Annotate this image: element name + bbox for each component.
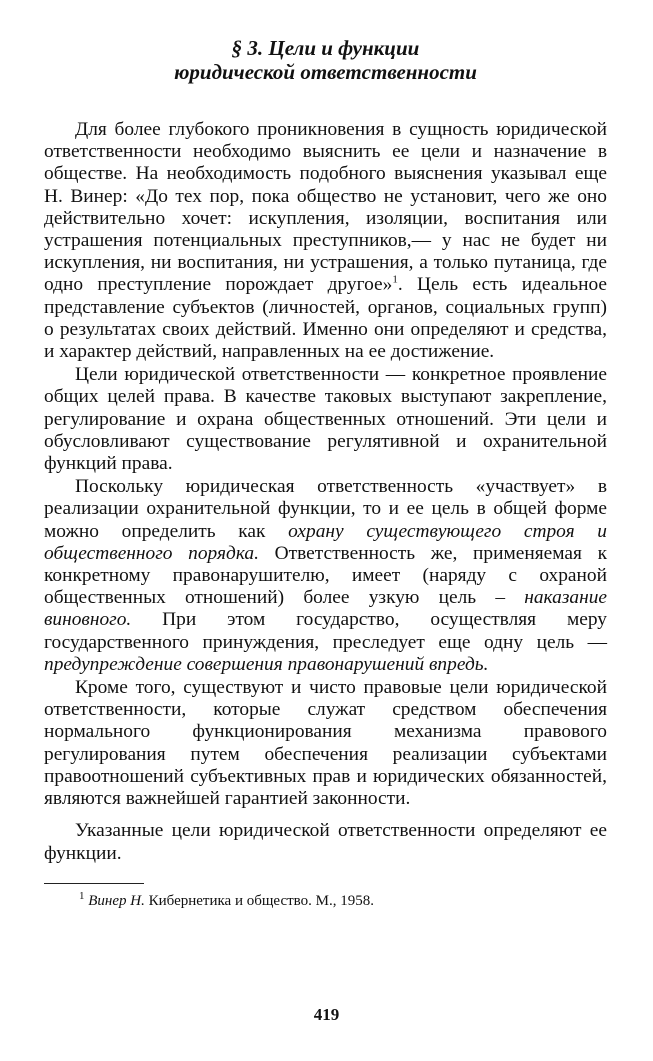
paragraph-1-part-1: Для более глубокого проникновения в сущность юридической ответственности необходимо выяснить ее цели и назначение в обществе. На необходимость подобного выяснения указывал еще Н. Винер: «До тех пор, пока общество не установит, чего же оно действительно хочет: искупления, изоляции, воспитания или устрашения потенциальных преступников,— у нас не будет ни искупления, ни воспитания, ни устрашения, а только путаница, где одно преступление порождает другое» — [44, 119, 607, 296]
footnote-separator — [44, 883, 144, 884]
footnote-marker: 1 — [79, 889, 85, 902]
paragraph-5-part-1: Указанные цели юридической ответственности определяют ее функции. — [44, 820, 607, 864]
paragraph-3-emphasis-1: охрану существующего строя и общественного порядка. — [44, 520, 607, 564]
paragraph-3-part-5: При этом государство, осуществляя меру государственного принуждения, преследует еще одну цель — — [44, 609, 607, 653]
page-number: 419 — [313, 1005, 340, 1024]
footnote-author: Винер Н. — [88, 892, 145, 909]
section-heading-line-1: § 3. Цели и функции — [231, 36, 420, 60]
paragraph-3-part-1: Поскольку юридическая ответственность «участвует» в реализации охранительной функции, то и ее цель в общей форме можно определить как — [44, 476, 607, 542]
paragraph-1 — [44, 119, 607, 363]
footnote-text: Кибернетика и общество. М., 1958. — [144, 892, 374, 909]
page-content — [44, 36, 607, 910]
body-text — [44, 119, 607, 865]
section-heading — [44, 36, 607, 84]
paragraph-3-part-3: Ответственность же, применяемая к конкретному правонарушителю, имеет (наряду с охраной общественных отношений) более узкую цель – — [44, 542, 607, 609]
footnote — [79, 889, 607, 910]
paragraph-4-part-1: Кроме того, существуют и чисто правовые цели юридической ответственности, которые служат средством обеспечения нормального функционирования механизма правового регулирования путем обеспечения реализации субъектами правоотношений субъективных прав и юридических обязанностей, являются важнейшей гарантией законности. — [44, 677, 607, 810]
paragraph-3-emphasis-3: предупреждение совершения правонарушений впредь. — [44, 653, 489, 675]
paragraph-3-emphasis-2: наказание виновного. — [44, 587, 607, 631]
paragraph-2-part-1: Цели юридической ответственности — конкретное проявление общих целей права. В качестве таковых выступают закрепление, регулирование и охрана общественных отношений. Эти цели и обусловливают существование регулятивной и охранительной функций права. — [44, 364, 607, 475]
paragraph-5 — [44, 820, 607, 864]
paragraph-2 — [44, 364, 607, 475]
paragraph-3 — [44, 476, 607, 676]
footnote-ref-1: 1 — [392, 273, 398, 286]
paragraph-4 — [44, 677, 607, 810]
section-heading-line-2: юридической ответственности — [174, 60, 477, 84]
paragraph-1-part-3: . Цель есть идеальное представление субъектов (личностей, органов, социальных групп) о результатах своих действий. Именно они определяют и средства, и характер действий, направленных на ее достижение. — [44, 274, 607, 363]
